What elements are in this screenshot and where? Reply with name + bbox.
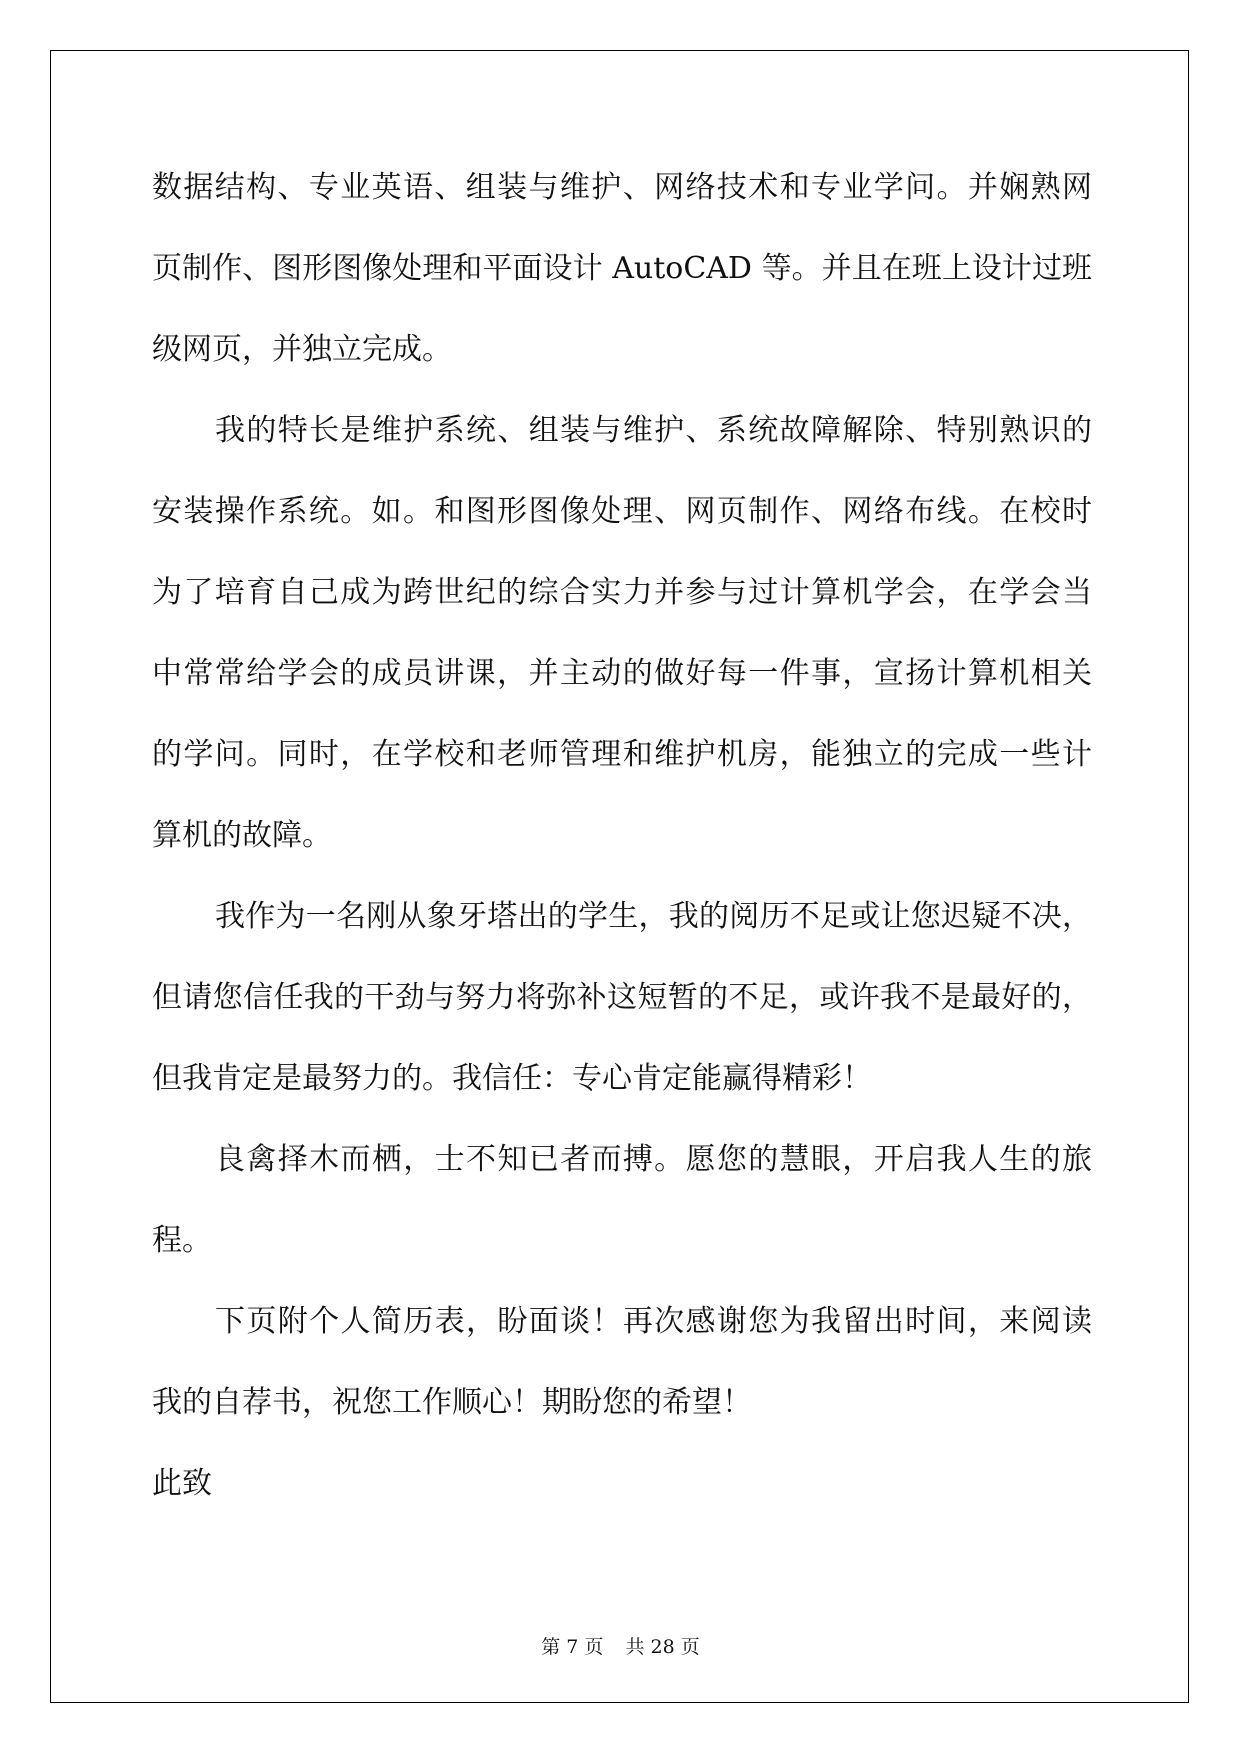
text-line: 我的自荐书，祝您工作顺心！期盼您的希望！ — [152, 1385, 752, 1420]
text-line: 我的特长是维护系统、组装与维护、系统故障解除、特别熟识的 — [215, 413, 1092, 448]
text-line: 的学问。同时，在学校和老师管理和维护机房，能独立的完成一些计 — [152, 737, 1092, 772]
text-line: 但请您信任我的干劲与努力将弥补这短暂的不足，或许我不是最好的， — [152, 980, 1092, 1015]
text-line: 良禽择木而栖，士不知已者而搏。愿您的慧眼，开启我人生的旅 — [215, 1142, 1092, 1177]
text-line: 级网页，并独立完成。 — [152, 332, 452, 367]
text-line: 算机的故障。 — [152, 818, 332, 853]
page-number-current: 第 7 页 — [541, 1636, 604, 1658]
text-line: 程。 — [152, 1223, 212, 1258]
text-line: 数据结构、专业英语、组装与维护、网络技术和专业学问。并娴熟网 — [152, 170, 1092, 205]
document-body — [152, 164, 1092, 1541]
text-line: 下页附个人简历表，盼面谈！再次感谢您为我留出时间，来阅读 — [215, 1304, 1092, 1339]
text-line: 为了培育自己成为跨世纪的综合实力并参与过计算机学会，在学会当 — [152, 575, 1092, 610]
text-line: 但我肯定是最努力的。我信任：专心肯定能赢得精彩！ — [152, 1061, 872, 1096]
text-line: 中常常给学会的成员讲课，并主动的做好每一件事，宣扬计算机相关 — [152, 656, 1092, 691]
page-footer — [0, 1632, 1241, 1659]
page-number-total: 共 28 页 — [625, 1636, 700, 1658]
text-line: 我作为一名刚从象牙塔出的学生，我的阅历不足或让您迟疑不决， — [215, 899, 1092, 934]
text-line: 页制作、图形图像处理和平面设计 AutoCAD 等。并且在班上设计过班 — [152, 251, 1092, 286]
text-line: 安装操作系统。如。和图形图像处理、网页制作、网络布线。在校时 — [152, 494, 1092, 529]
text-line: 此致 — [152, 1466, 212, 1501]
